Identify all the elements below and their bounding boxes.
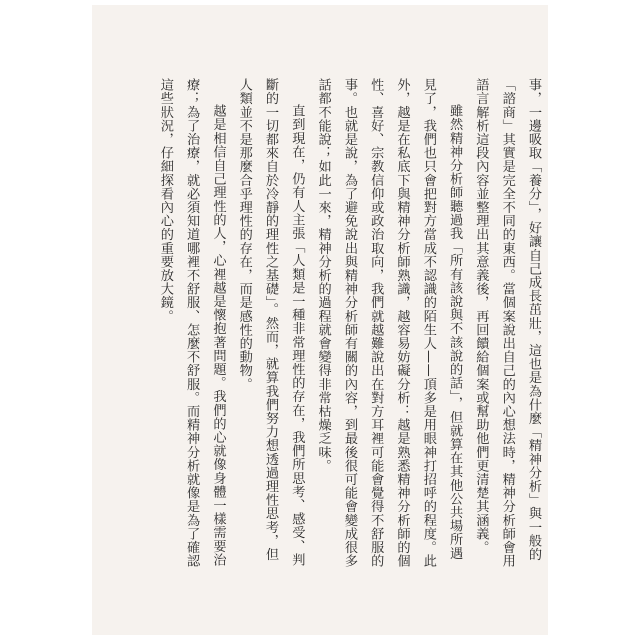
paragraph: 雖然精神分析師聽過我「所有該說與不該說的話」，但就算在其他公共場所遇見了，我們也只會把對方當成不認識的陌生人——頂多是用眼神打招呼的程度。此外，越是在私底下與精神分析師熟識，越容易妨礙分析：越是熟悉精神分析師的個性、喜好、宗教信仰或政治取向，我們就越難說出在對方耳裡可能會覺得不舒服的事。也就是說，為了避免說出與精神分析師有關的內容，到最後很可能會變成很多話都不能說；如此一來，精神分析的過程就會變得非常枯燥乏味。	[315, 78, 463, 568]
vertical-text-body	[90, 78, 546, 570]
paragraph: 越是相信自己理性的人，心裡越是懷抱著問題。我們的心就像身體一樣需要治療；為了治療，就必須知道哪裡不舒服、怎麼不舒服。而精神分析就像是為了確認這些狀況，仔細探看內心的重要放大鏡。	[157, 78, 226, 568]
paragraph: 直到現在，仍有人主張「人類是一種非常理性的存在，我們所思考、感受、判斷的一切都來自於冷靜的理性之基礎」。然而，就算我們努力想透過理性思考，但人類並不是那麼合乎理性的存在，而是感性的動物。	[236, 78, 305, 567]
paragraph: 事，一邊吸取「養分」，好讓自己成長茁壯，這也是為什麼「精神分析」與一般的「諮商」其實是完全不同的東西。當個案說出自己的內心想法時，精神分析師會用語言解析這段內容並整理出其意義後，再回饋給個案或幫助他們更清楚其涵義。	[473, 78, 541, 568]
